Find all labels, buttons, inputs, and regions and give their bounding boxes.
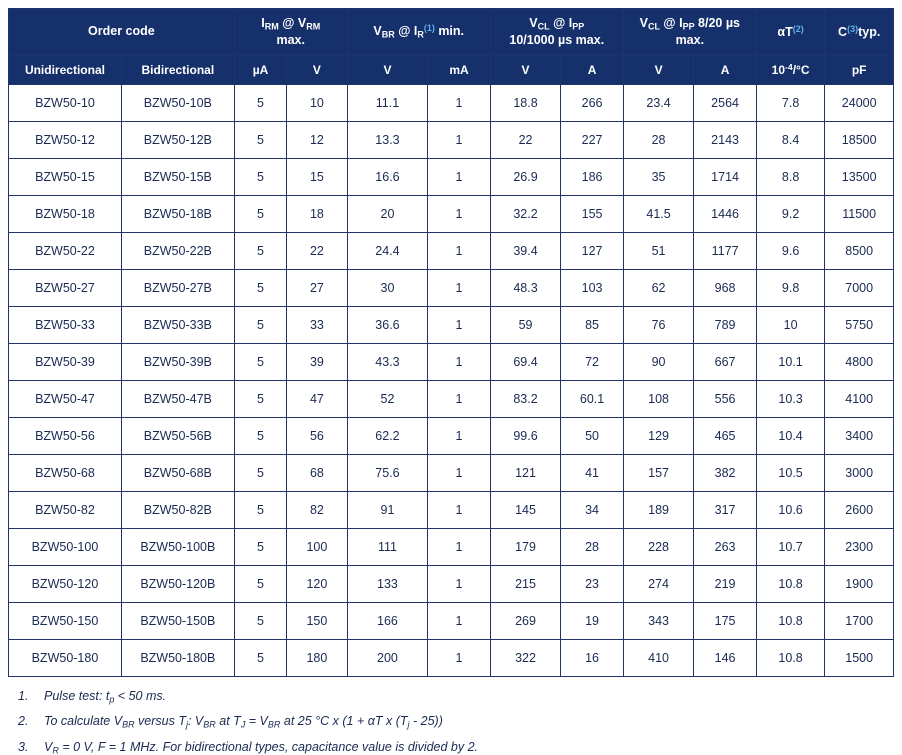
header-bidirectional: Bidirectional <box>121 56 234 85</box>
cell-unidirectional: BZW50-150 <box>9 603 122 640</box>
cell-bidirectional: BZW50-120B <box>121 566 234 603</box>
table-body <box>9 85 894 677</box>
table-cell: 1 <box>428 196 490 233</box>
cell-bidirectional: BZW50-18B <box>121 196 234 233</box>
unit-capacitance: pF <box>825 56 894 85</box>
table-row <box>9 381 894 418</box>
table-cell: 269 <box>490 603 561 640</box>
table-cell: 1 <box>428 640 490 677</box>
table-row <box>9 85 894 122</box>
table-cell: 228 <box>623 529 694 566</box>
table-cell: 20 <box>347 196 428 233</box>
table-cell: 111 <box>347 529 428 566</box>
table-cell: 7000 <box>825 270 894 307</box>
header-row-units <box>9 56 894 85</box>
table-cell: 789 <box>694 307 756 344</box>
electrical-characteristics-table <box>8 8 894 677</box>
table-cell: 266 <box>561 85 623 122</box>
footnote-3-text: $V_R = 0$ V, F = 1 MHz. For bidirectional types, capacitance value is divided by 2. <box>44 739 479 755</box>
table-cell: 12 <box>287 122 347 159</box>
table-cell: 1 <box>428 270 490 307</box>
header-unidirectional: Unidirectional <box>9 56 122 85</box>
cell-unidirectional: BZW50-18 <box>9 196 122 233</box>
table-cell: 1500 <box>825 640 894 677</box>
cell-bidirectional: BZW50-47B <box>121 381 234 418</box>
table-cell: 1 <box>428 233 490 270</box>
table-cell: 35 <box>623 159 694 196</box>
table-cell: 1 <box>428 603 490 640</box>
table-cell: 1 <box>428 122 490 159</box>
table-cell: 22 <box>490 122 561 159</box>
footnote-3-number: 3. <box>18 739 29 754</box>
table-cell: 121 <box>490 455 561 492</box>
table-row <box>9 196 894 233</box>
table-cell: 1 <box>428 418 490 455</box>
footnote-1-number: 1. <box>18 689 29 703</box>
table-cell: 8.8 <box>756 159 825 196</box>
cell-unidirectional: BZW50-12 <box>9 122 122 159</box>
table-cell: 1177 <box>694 233 756 270</box>
table-cell: 2143 <box>694 122 756 159</box>
table-cell: 68 <box>287 455 347 492</box>
table-cell: 26.9 <box>490 159 561 196</box>
cell-unidirectional: BZW50-15 <box>9 159 122 196</box>
table-cell: 13500 <box>825 159 894 196</box>
table-cell: 11.1 <box>347 85 428 122</box>
table-cell: 10.7 <box>756 529 825 566</box>
table-cell: 215 <box>490 566 561 603</box>
table-row <box>9 640 894 677</box>
table-cell: 15 <box>287 159 347 196</box>
table-cell: 1 <box>428 159 490 196</box>
table-cell: 33 <box>287 307 347 344</box>
cell-bidirectional: BZW50-68B <box>121 455 234 492</box>
unit-vrm: V <box>287 56 347 85</box>
table-cell: 219 <box>694 566 756 603</box>
table-cell: 1714 <box>694 159 756 196</box>
table-cell: 1900 <box>825 566 894 603</box>
table-cell: 5 <box>234 196 286 233</box>
table-cell: 155 <box>561 196 623 233</box>
table-cell: 10.3 <box>756 381 825 418</box>
table-row <box>9 307 894 344</box>
cell-unidirectional: BZW50-10 <box>9 85 122 122</box>
table-cell: 10.8 <box>756 603 825 640</box>
cell-bidirectional: BZW50-15B <box>121 159 234 196</box>
table-row <box>9 492 894 529</box>
table-cell: 5750 <box>825 307 894 344</box>
table-cell: 179 <box>490 529 561 566</box>
table-cell: 90 <box>623 344 694 381</box>
table-cell: 1 <box>428 529 490 566</box>
table-cell: 1 <box>428 307 490 344</box>
table-cell: 9.8 <box>756 270 825 307</box>
table-cell: 4100 <box>825 381 894 418</box>
table-cell: 10 <box>756 307 825 344</box>
header-row-groups <box>9 9 894 56</box>
table-cell: 10.4 <box>756 418 825 455</box>
unit-ipp-10-1000: A <box>561 56 623 85</box>
cell-bidirectional: BZW50-12B <box>121 122 234 159</box>
table-cell: 3400 <box>825 418 894 455</box>
table-cell: 23 <box>561 566 623 603</box>
table-cell: 5 <box>234 122 286 159</box>
table-cell: 667 <box>694 344 756 381</box>
unit-irm: µA <box>234 56 286 85</box>
table-row <box>9 529 894 566</box>
table-cell: 5 <box>234 603 286 640</box>
table-cell: 9.6 <box>756 233 825 270</box>
table-cell: 120 <box>287 566 347 603</box>
table-cell: 1 <box>428 85 490 122</box>
table-cell: 150 <box>287 603 347 640</box>
cell-unidirectional: BZW50-33 <box>9 307 122 344</box>
table-cell: 59 <box>490 307 561 344</box>
table-cell: 274 <box>623 566 694 603</box>
table-cell: 133 <box>347 566 428 603</box>
table-row <box>9 159 894 196</box>
cell-bidirectional: BZW50-180B <box>121 640 234 677</box>
table-cell: 5 <box>234 566 286 603</box>
header-vbr-ir: $V_{BR}$ @ $I_R^{(1)}$ min. <box>347 9 490 56</box>
table-cell: 108 <box>623 381 694 418</box>
table-cell: 968 <box>694 270 756 307</box>
cell-bidirectional: BZW50-33B <box>121 307 234 344</box>
table-cell: 1 <box>428 455 490 492</box>
table-cell: 32.2 <box>490 196 561 233</box>
table-cell: 27 <box>287 270 347 307</box>
table-cell: 18500 <box>825 122 894 159</box>
footnote-1-text: Pulse test: $t_p < 50$ ms. <box>44 689 167 705</box>
cell-bidirectional: BZW50-56B <box>121 418 234 455</box>
cell-bidirectional: BZW50-10B <box>121 85 234 122</box>
table-cell: 60.1 <box>561 381 623 418</box>
table-row <box>9 603 894 640</box>
table-cell: 166 <box>347 603 428 640</box>
header-order-code: Order code <box>9 9 235 56</box>
table-cell: 10.5 <box>756 455 825 492</box>
table-cell: 145 <box>490 492 561 529</box>
cell-bidirectional: BZW50-27B <box>121 270 234 307</box>
table-cell: 24000 <box>825 85 894 122</box>
unit-vcl-10-1000: V <box>490 56 561 85</box>
table-row <box>9 233 894 270</box>
unit-vbr: V <box>347 56 428 85</box>
table-cell: 8.4 <box>756 122 825 159</box>
unit-vcl-8-20: V <box>623 56 694 85</box>
table-cell: 18 <box>287 196 347 233</box>
table-cell: 16.6 <box>347 159 428 196</box>
table-row <box>9 122 894 159</box>
cell-bidirectional: BZW50-100B <box>121 529 234 566</box>
footnote-3 <box>18 740 894 755</box>
table-cell: 62.2 <box>347 418 428 455</box>
table-row <box>9 344 894 381</box>
unit-ipp-8-20: A <box>694 56 756 85</box>
table-cell: 7.8 <box>756 85 825 122</box>
table-cell: 82 <box>287 492 347 529</box>
table-cell: 39 <box>287 344 347 381</box>
table-cell: 51 <box>623 233 694 270</box>
cell-unidirectional: BZW50-180 <box>9 640 122 677</box>
cell-unidirectional: BZW50-56 <box>9 418 122 455</box>
table-row <box>9 418 894 455</box>
cell-bidirectional: BZW50-150B <box>121 603 234 640</box>
table-cell: 43.3 <box>347 344 428 381</box>
table-cell: 8500 <box>825 233 894 270</box>
table-cell: 556 <box>694 381 756 418</box>
table-cell: 62 <box>623 270 694 307</box>
table-cell: 200 <box>347 640 428 677</box>
table-cell: 19 <box>561 603 623 640</box>
table-cell: 18.8 <box>490 85 561 122</box>
table-cell: 1 <box>428 381 490 418</box>
table-cell: 10.1 <box>756 344 825 381</box>
table-cell: 410 <box>623 640 694 677</box>
table-cell: 322 <box>490 640 561 677</box>
cell-unidirectional: BZW50-22 <box>9 233 122 270</box>
table-cell: 91 <box>347 492 428 529</box>
table-cell: 5 <box>234 233 286 270</box>
cell-bidirectional: BZW50-22B <box>121 233 234 270</box>
table-cell: 36.6 <box>347 307 428 344</box>
header-irm-vrm: $I_{RM}$ @ $V_{RM}$ max. <box>234 9 347 56</box>
table-cell: 5 <box>234 640 286 677</box>
cell-unidirectional: BZW50-39 <box>9 344 122 381</box>
table-cell: 41 <box>561 455 623 492</box>
table-cell: 227 <box>561 122 623 159</box>
table-cell: 24.4 <box>347 233 428 270</box>
table-cell: 22 <box>287 233 347 270</box>
table-cell: 5 <box>234 455 286 492</box>
cell-bidirectional: BZW50-39B <box>121 344 234 381</box>
table-cell: 175 <box>694 603 756 640</box>
table-cell: 317 <box>694 492 756 529</box>
table-cell: 100 <box>287 529 347 566</box>
table-cell: 10.6 <box>756 492 825 529</box>
table-cell: 83.2 <box>490 381 561 418</box>
table-cell: 16 <box>561 640 623 677</box>
table-cell: 189 <box>623 492 694 529</box>
table-row <box>9 270 894 307</box>
table-cell: 343 <box>623 603 694 640</box>
table-cell: 103 <box>561 270 623 307</box>
table-cell: 48.3 <box>490 270 561 307</box>
footnote-2-number: 2. <box>18 714 29 729</box>
table-cell: 465 <box>694 418 756 455</box>
header-alpha-t: αT$^{(2)}$ <box>756 9 825 56</box>
table-cell: 5 <box>234 159 286 196</box>
table-cell: 10 <box>287 85 347 122</box>
table-cell: 127 <box>561 233 623 270</box>
table-cell: 50 <box>561 418 623 455</box>
table-cell: 5 <box>234 344 286 381</box>
table-cell: 52 <box>347 381 428 418</box>
cell-bidirectional: BZW50-82B <box>121 492 234 529</box>
table-cell: 263 <box>694 529 756 566</box>
table-cell: 10.8 <box>756 640 825 677</box>
table-cell: 56 <box>287 418 347 455</box>
cell-unidirectional: BZW50-100 <box>9 529 122 566</box>
table-cell: 1446 <box>694 196 756 233</box>
table-cell: 2300 <box>825 529 894 566</box>
table-cell: 1 <box>428 344 490 381</box>
table-row <box>9 566 894 603</box>
table-cell: 146 <box>694 640 756 677</box>
header-capacitance: C$^{(3)}$typ. <box>825 9 894 56</box>
table-cell: 23.4 <box>623 85 694 122</box>
footnote-2 <box>18 714 894 729</box>
table-cell: 1 <box>428 566 490 603</box>
table-cell: 5 <box>234 492 286 529</box>
table-head <box>9 9 894 85</box>
table-cell: 41.5 <box>623 196 694 233</box>
table-cell: 2564 <box>694 85 756 122</box>
table-cell: 157 <box>623 455 694 492</box>
cell-unidirectional: BZW50-120 <box>9 566 122 603</box>
table-cell: 4800 <box>825 344 894 381</box>
table-cell: 72 <box>561 344 623 381</box>
table-cell: 10.8 <box>756 566 825 603</box>
table-cell: 180 <box>287 640 347 677</box>
table-cell: 30 <box>347 270 428 307</box>
table-cell: 5 <box>234 381 286 418</box>
table-cell: 76 <box>623 307 694 344</box>
table-cell: 186 <box>561 159 623 196</box>
header-vcl-ipp-8-20: $V_{CL}$ @ $I_{PP}$ 8/20 µs max. <box>623 9 756 56</box>
table-row <box>9 455 894 492</box>
unit-alpha-t: $10^{-4}/^\circ C$ <box>756 56 825 85</box>
table-cell: 2600 <box>825 492 894 529</box>
table-cell: 69.4 <box>490 344 561 381</box>
table-cell: 85 <box>561 307 623 344</box>
table-cell: 47 <box>287 381 347 418</box>
cell-unidirectional: BZW50-68 <box>9 455 122 492</box>
table-cell: 99.6 <box>490 418 561 455</box>
table-cell: 11500 <box>825 196 894 233</box>
table-cell: 129 <box>623 418 694 455</box>
cell-unidirectional: BZW50-82 <box>9 492 122 529</box>
table-cell: 5 <box>234 307 286 344</box>
table-cell: 75.6 <box>347 455 428 492</box>
table-cell: 1700 <box>825 603 894 640</box>
table-cell: 1 <box>428 492 490 529</box>
table-cell: 5 <box>234 85 286 122</box>
unit-ir: mA <box>428 56 490 85</box>
footnote-2-text: To calculate $V_{BR}$ versus $T_j$: $V_{BR}$ at $T_J = V_{BR}$ at 25 °C x (1 + αT x $(T_j - 25)$) <box>44 714 443 730</box>
cell-unidirectional: BZW50-47 <box>9 381 122 418</box>
table-cell: 5 <box>234 418 286 455</box>
table-cell: 28 <box>623 122 694 159</box>
table-cell: 39.4 <box>490 233 561 270</box>
table-cell: 28 <box>561 529 623 566</box>
cell-unidirectional: BZW50-27 <box>9 270 122 307</box>
table-cell: 5 <box>234 529 286 566</box>
table-cell: 34 <box>561 492 623 529</box>
table-cell: 382 <box>694 455 756 492</box>
table-cell: 5 <box>234 270 286 307</box>
table-cell: 3000 <box>825 455 894 492</box>
footnote-1 <box>18 689 894 704</box>
header-vcl-ipp-10-1000: $V_{CL}$ @ $I_{PP}$ 10/1000 µs max. <box>490 9 623 56</box>
table-cell: 13.3 <box>347 122 428 159</box>
table-cell: 9.2 <box>756 196 825 233</box>
footnotes <box>8 689 894 755</box>
